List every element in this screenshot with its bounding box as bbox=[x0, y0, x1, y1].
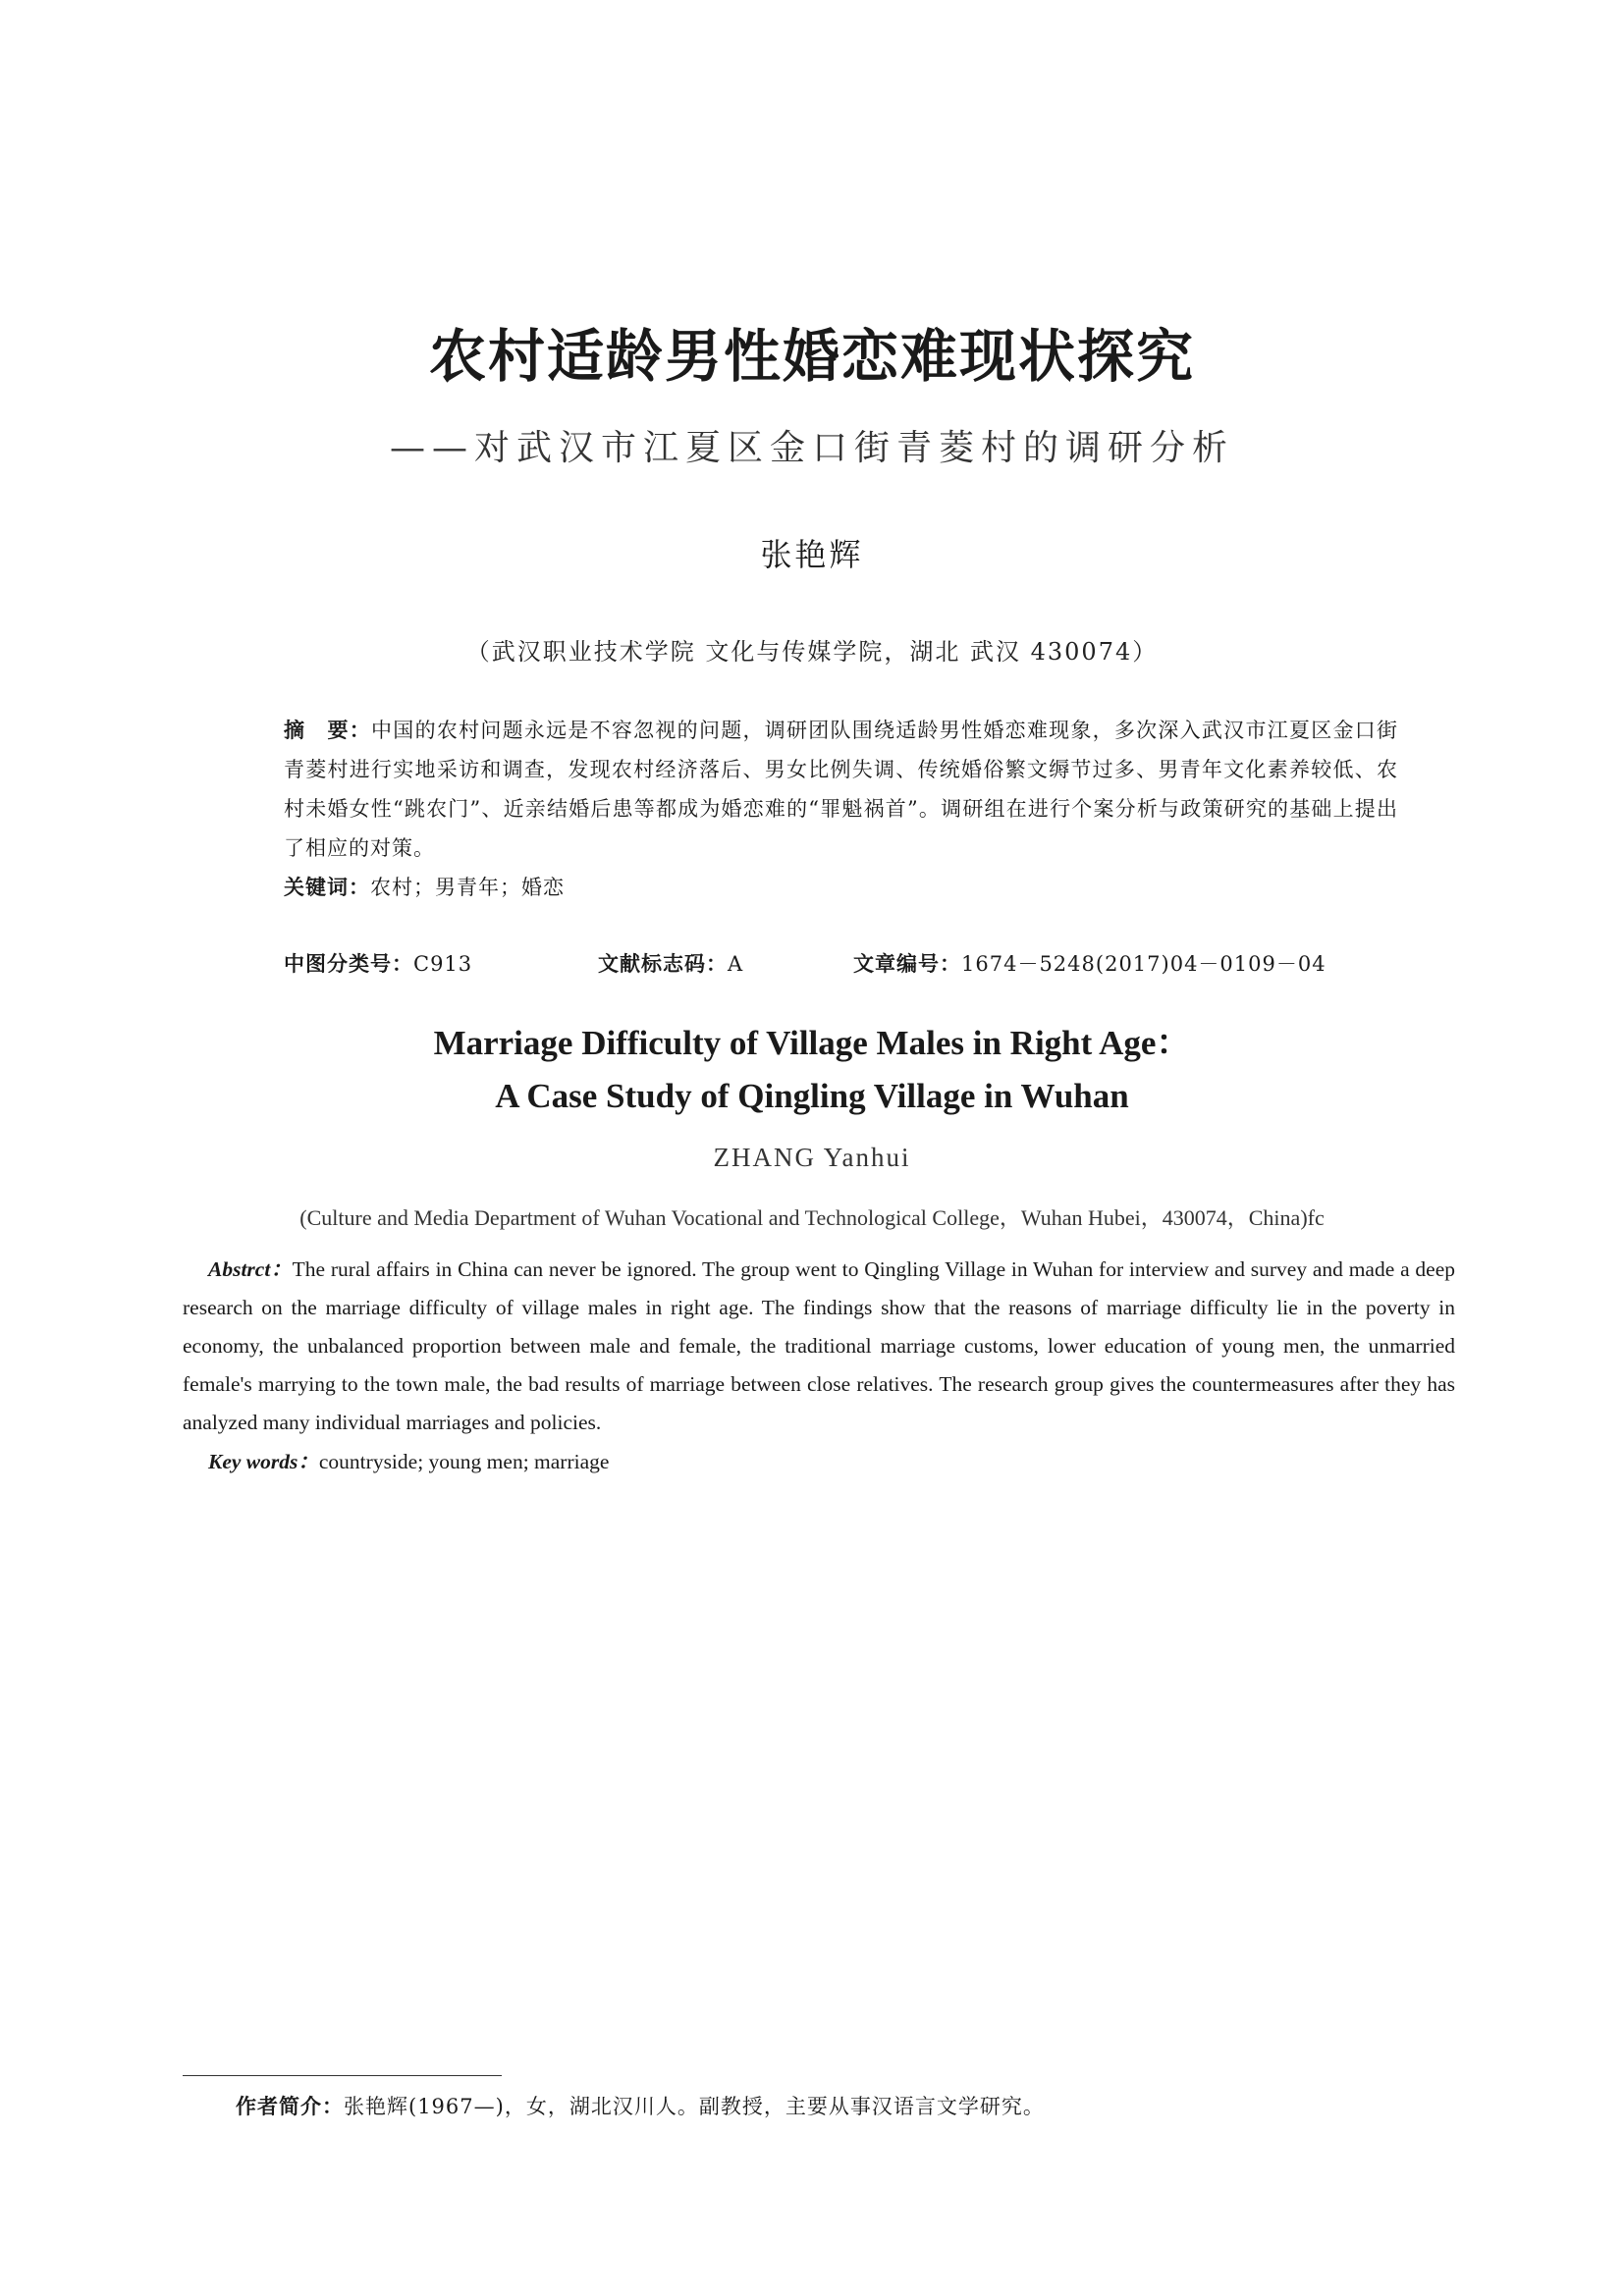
title-en-line1: Marriage Difficulty of Village Males in Right Age： bbox=[433, 1024, 1191, 1062]
footnote-divider bbox=[183, 2075, 502, 2076]
paper-subtitle-zh: ——对武汉市江夏区金口街青菱村的调研分析 bbox=[389, 428, 1234, 468]
keywords-text-en: countryside; young men; marriage bbox=[318, 1450, 610, 1473]
author-name-en: ZHANG Yanhui bbox=[713, 1143, 911, 1172]
keywords-zh bbox=[284, 868, 1398, 907]
title-en-line2: A Case Study of Qingling Village in Wuhan bbox=[495, 1077, 1129, 1115]
article-label: 文章编号： bbox=[853, 952, 961, 976]
article-value: 1674－5248(2017)04－0109－04 bbox=[961, 952, 1326, 976]
doc-value: A bbox=[728, 952, 744, 976]
doc-label: 文献标志码： bbox=[598, 952, 728, 976]
paper-title-en bbox=[0, 1017, 1624, 1123]
article-number bbox=[853, 948, 1326, 978]
clc-value: C913 bbox=[413, 952, 473, 976]
keywords-label-zh: 关键词： bbox=[284, 876, 370, 899]
abstract-text-zh: 中国的农村问题永远是不容忽视的问题，调研团队围绕适龄男性婚恋难现象，多次深入武汉市江夏区金口街青菱村进行实地采访和调查，发现农村经济落后、男女比例失调、传统婚俗繁文缛节过多、男青年文化素养较低、农村未婚女性“跳农门”、近亲结婚后患等都成为婚恋难的“罪魁祸首”。调研组在进行个案分析与政策研究的基础上提出了相应的对策。 bbox=[284, 719, 1399, 860]
author-name-zh: 张艳辉 bbox=[760, 536, 864, 573]
affiliation-zh: （武汉职业技术学院 文化与传媒学院，湖北 武汉 430074） bbox=[465, 638, 1159, 666]
abstract-label-en: Abstrct： bbox=[208, 1257, 293, 1281]
author-footnote bbox=[236, 2091, 1414, 2120]
footnote-text: 张艳辉(1967—)，女，湖北汉川人。副教授，主要从事汉语言文学研究。 bbox=[344, 2095, 1045, 2118]
footnote-label: 作者简介： bbox=[236, 2095, 344, 2118]
keywords-label-en: Key words： bbox=[208, 1450, 319, 1473]
document-code bbox=[598, 948, 743, 978]
paper-title-zh: 农村适龄男性婚恋难现状探究 bbox=[428, 323, 1195, 390]
keywords-en bbox=[208, 1443, 1455, 1481]
clc-number bbox=[284, 948, 472, 978]
abstract-en bbox=[183, 1251, 1455, 1442]
clc-label: 中图分类号： bbox=[284, 952, 413, 976]
abstract-text-en: The rural affairs in China can never be ignored. The group went to Qingling Village in Wuhan for interview and survey and made a deep research on the marriage difficulty of village males in right age. The findings show that the reasons of marriage difficulty lie in the poverty in economy, the unbalanced proportion between male and female, the traditional marriage customs, lower education of young men, the unmarried female's marrying to the town male, the bad results of marriage between close relatives. The research group gives the countermeasures after they has analyzed many individual marriages and policies. bbox=[183, 1257, 1455, 1434]
abstract-zh bbox=[284, 711, 1398, 868]
abstract-label-zh: 摘 要： bbox=[284, 719, 372, 742]
affiliation-en: (Culture and Media Department of Wuhan Vocational and Technological College，Wuhan Hubei，430074，China)fc bbox=[299, 1205, 1325, 1230]
keywords-text-zh: 农村；男青年；婚恋 bbox=[370, 876, 565, 899]
